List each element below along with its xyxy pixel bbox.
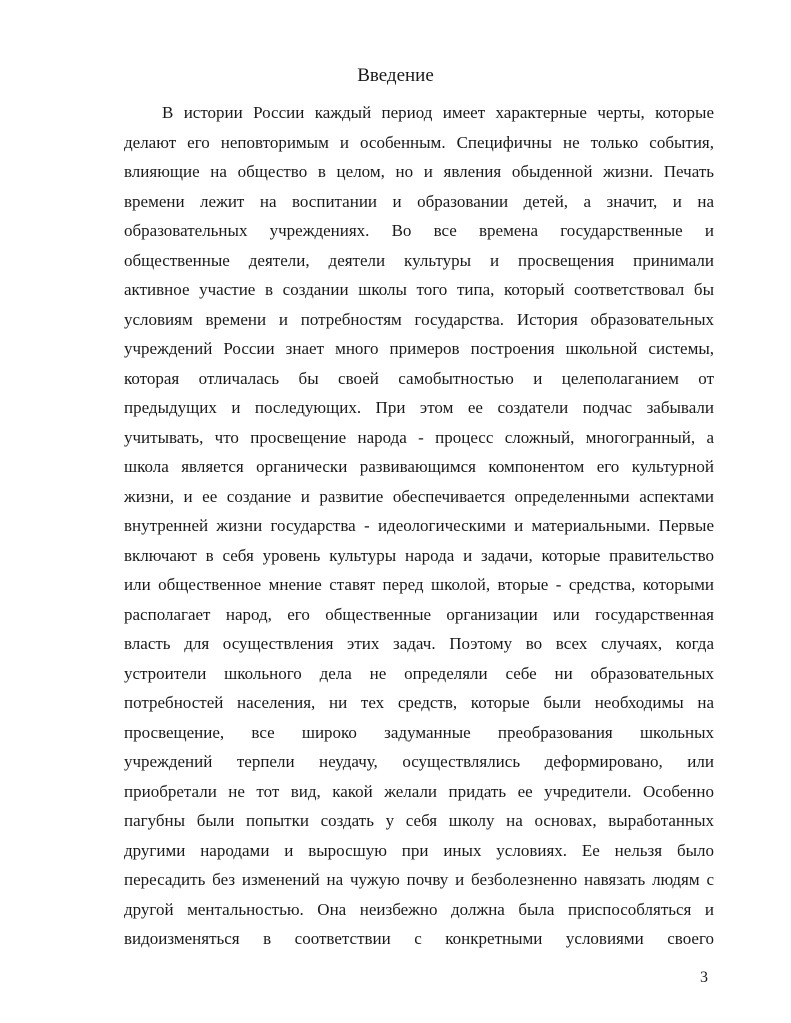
- text-line: или общественное мнение ставят перед школой, вторые - средства, которыми: [124, 575, 714, 594]
- page-number: 3: [700, 969, 708, 986]
- body-paragraph: [124, 98, 714, 954]
- text-line: которая отличалась бы своей самобытностью и целеполаганием от: [124, 368, 714, 388]
- text-line: времени лежит на воспитании и образовании детей, а значит, и на: [124, 191, 714, 211]
- text-line: другой ментальностью. Она неизбежно должна была приспособляться и: [124, 899, 714, 919]
- text-line: влияющие на общество в целом, но и явления обыденной жизни. Печать: [124, 162, 714, 181]
- text-line: школа является органически развивающимся компонентом его культурной: [124, 457, 714, 476]
- text-line: условиям времени и потребностям государства. История образовательных: [124, 309, 714, 329]
- text-line: пересадить без изменений на чужую почву и безболезненно навязать людям с: [124, 870, 714, 889]
- text-line: учреждений России знает много примеров построения школьной системы,: [124, 339, 714, 358]
- text-line: делают его неповторимым и особенным. Специфичны не только события,: [124, 132, 714, 152]
- text-line: активное участие в создании школы того типа, который соответствовал бы: [124, 280, 714, 299]
- page-title: Введение: [357, 65, 434, 86]
- text-line: учреждений терпели неудачу, осуществлялись деформировано, или: [124, 752, 714, 771]
- text-line: власть для осуществления этих задач. Поэтому во всех случаях, когда: [124, 634, 714, 653]
- text-line: включают в себя уровень культуры народа и задачи, которые правительство: [124, 545, 714, 565]
- text-line: пагубны были попытки создать у себя школу на основах, выработанных: [124, 811, 714, 830]
- text-line: устроители школьного дела не определяли себе ни образовательных: [124, 663, 714, 683]
- text-line: предыдущих и последующих. При этом ее создатели подчас забывали: [124, 398, 714, 417]
- text-line: просвещение, все широко задуманные преобразования школьных: [124, 722, 714, 742]
- text-line: внутренней жизни государства - идеологическими и материальными. Первые: [124, 516, 714, 535]
- text-line: В истории России каждый период имеет характерные черты, которые: [162, 103, 714, 122]
- text-line: располагает народ, его общественные организации или государственная: [124, 604, 714, 624]
- text-line: приобретали не тот вид, какой желали придать ее учредители. Особенно: [124, 781, 714, 801]
- text-line: жизни, и ее создание и развитие обеспечивается определенными аспектами: [124, 486, 714, 506]
- text-line: общественные деятели, деятели культуры и просвещения принимали: [124, 250, 714, 270]
- text-line: образовательных учреждениях. Во все времена государственные и: [124, 221, 714, 240]
- text-line: учитывать, что просвещение народа - процесс сложный, многогранный, а: [124, 427, 714, 447]
- text-line: другими народами и выросшую при иных условиях. Ее нельзя было: [124, 840, 714, 860]
- text-line: потребностей населения, ни тех средств, которые были необходимы на: [124, 693, 714, 712]
- text-line: видоизменяться в соответствии с конкретными условиями своего: [124, 929, 714, 948]
